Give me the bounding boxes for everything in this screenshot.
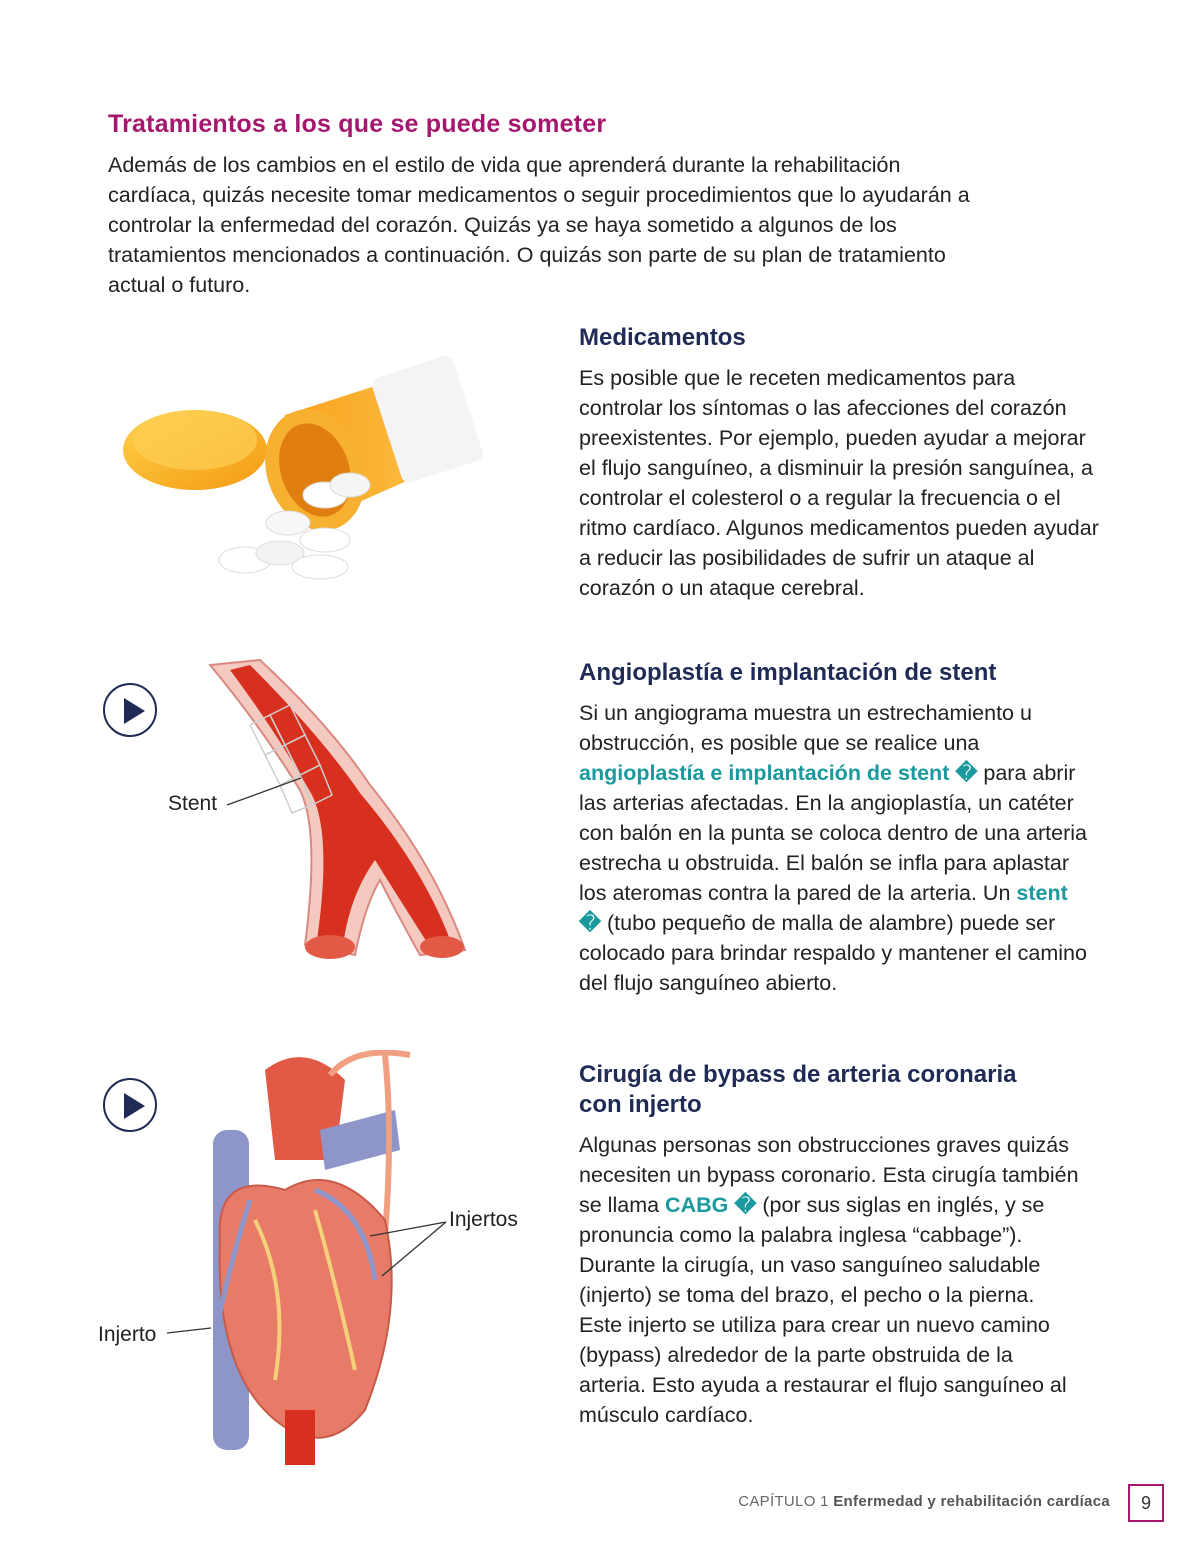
medications-text: Es posible que le receten medicamentos para controlar los síntomas o las afecciones del corazón preexistentes. Por ejemplo, pueden ayudar a mejorar el flujo sanguíneo, a disminuir la presión sanguínea, a controlar el colesterol o a regular la frecuencia o el ritmo cardíaco. Algunos medicamentos pueden ayudar a reducir las posibilidades de sufrir un ataque al corazón o un ataque cerebral.: [579, 366, 1099, 600]
page-title: Tratamientos a los que se puede someter: [108, 110, 607, 138]
angioplasty-stent-link[interactable]: angioplastía e implantación de stent: [579, 761, 950, 785]
angioplasty-text: [579, 698, 1089, 998]
angioplasty-heading: Angioplastía e implantación de stent: [579, 659, 997, 686]
chapter-label: CAPÍTULO 1: [738, 1493, 829, 1510]
page-number: 9: [1128, 1484, 1164, 1522]
play-video-button-angioplasty[interactable]: [103, 683, 157, 737]
angioplasty-section: [579, 658, 1089, 998]
bypass-text: [579, 1130, 1079, 1430]
stent-link[interactable]: stent: [1016, 881, 1068, 905]
pill-bottle-illustration: [110, 345, 540, 605]
play-video-button-bypass[interactable]: [103, 1078, 157, 1132]
chapter-title: Enfermedad y rehabilitación cardíaca: [833, 1493, 1110, 1510]
page-footer: [738, 1493, 1110, 1510]
angioplasty-text-1: Si un angiograma muestra un estrechamiento u obstrucción, es posible que se realice una: [579, 701, 1032, 755]
cabg-link[interactable]: CABG: [665, 1193, 729, 1217]
medications-heading: Medicamentos: [579, 324, 746, 351]
info-icon[interactable]: �: [955, 761, 978, 785]
info-icon[interactable]: �: [579, 911, 602, 935]
stent-artery-illustration: [190, 655, 480, 990]
medications-section: [579, 323, 1099, 603]
bypass-heading: Cirugía de bypass de arteria coronaria con injerto: [579, 1061, 1017, 1118]
bypass-text-2: (por sus siglas en inglés, y se pronuncia como la palabra inglesa “cabbage”). Durante la cirugía, un vaso sanguíneo saludable (injerto) se toma del brazo, el pecho o la pierna. Este injerto se utiliza para crear un nuevo camino (bypass) alrededor de la parte obstruida de la arteria. Esto ayuda a restaurar el flujo sanguíneo al músculo cardíaco.: [579, 1193, 1067, 1427]
play-icon: [124, 698, 145, 724]
grafts-callout-lines: [360, 1218, 450, 1280]
graft-callout: Injerto: [98, 1323, 157, 1346]
intro-paragraph: Además de los cambios en el estilo de vida que aprenderá durante la rehabilitación cardíaca, quizás necesite tomar medicamentos o seguir procedimientos que lo ayudarán a controlar la enfermedad del corazón. Quizás ya se haya sometido a algunos de los tratamientos mencionados a continuación. O quizás son parte de su plan de tratamiento actual o futuro.: [108, 153, 970, 297]
stent-callout: Stent: [168, 792, 218, 815]
angioplasty-text-3: (tubo pequeño de malla de alambre) puede ser colocado para brindar respaldo y mantener el camino del flujo sanguíneo abierto.: [579, 911, 1087, 995]
angioplasty-text-2: para abrir las arterias afectadas. En la angioplastía, un catéter con balón en la punta se coloca dentro de una arteria estrecha u obstruida. El balón se infla para aplastar los ateromas contra la pared de la arteria. Un: [579, 761, 1088, 905]
info-icon[interactable]: �: [734, 1193, 757, 1217]
bypass-text-1: Algunas personas son obstrucciones graves quizás necesiten un bypass coronario. Esta cirugía también se llama: [579, 1133, 1079, 1217]
graft-callout-line: [165, 1325, 215, 1337]
grafts-callout: Injertos: [449, 1208, 518, 1231]
stent-callout-line: [225, 775, 305, 810]
play-icon: [124, 1093, 145, 1119]
bypass-section: [579, 1060, 1079, 1430]
